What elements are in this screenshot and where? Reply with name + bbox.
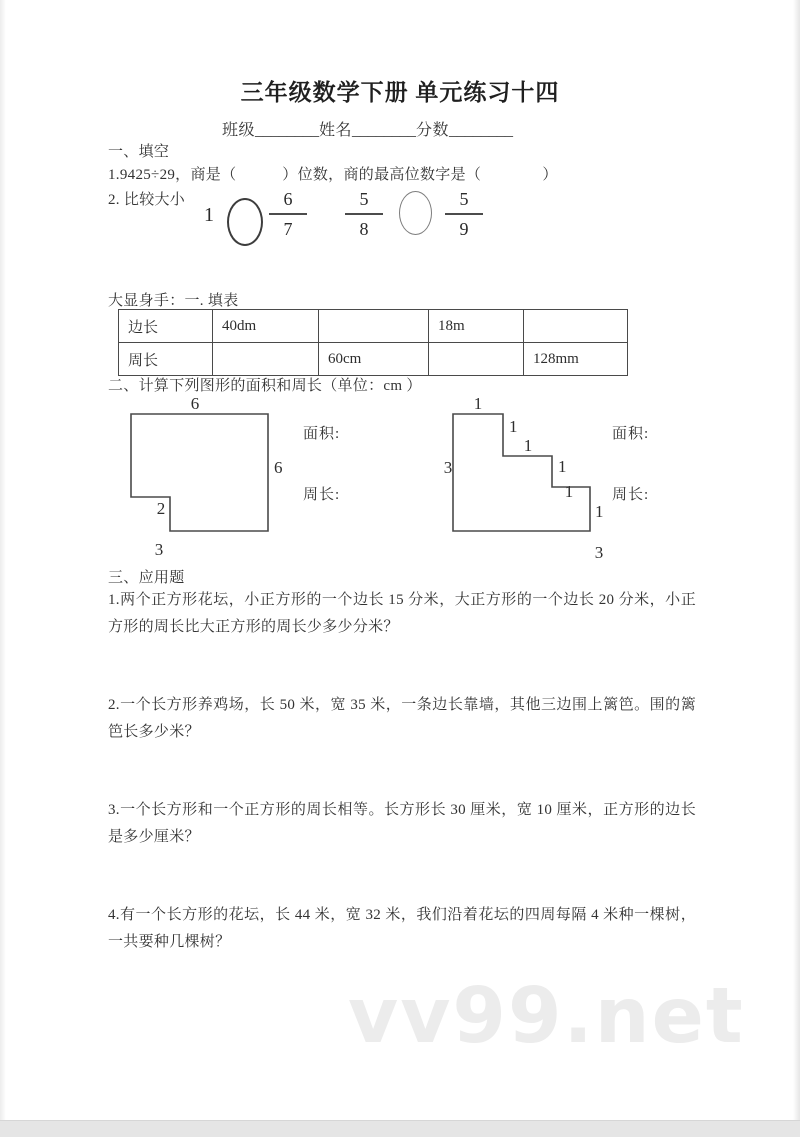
question-2-label: 2. 比较大小: [108, 192, 186, 208]
table-row: [119, 310, 628, 343]
compare1-answer-circle: [227, 198, 263, 246]
l-shape-outline: [131, 414, 268, 531]
table-cell: [524, 310, 628, 343]
dimension-label: 3: [154, 540, 164, 559]
table-cell: 周长: [119, 343, 213, 376]
section2-heading: 二、计算下列图形的面积和周长（单位：cm ）: [108, 378, 422, 394]
student-info-line: [222, 117, 513, 140]
table-cell: 18m: [429, 310, 524, 343]
perimeter-label-left: 周长:: [303, 487, 341, 503]
name-blank: ________: [352, 122, 417, 139]
fill-table-heading: 大显身手：一. 填表: [108, 293, 239, 309]
fill-table: [118, 309, 628, 376]
staircase-figure: [441, 394, 621, 565]
table-row: [119, 343, 628, 376]
table-cell: 60cm: [319, 343, 429, 376]
table-cell: [429, 343, 524, 376]
fraction-5-9: [445, 189, 483, 240]
page-title: 三年级数学下册 单元练习十四: [240, 80, 560, 105]
section3-heading: 三、应用题: [108, 570, 185, 586]
table-cell: 128mm: [524, 343, 628, 376]
dimension-label: 3: [443, 458, 453, 477]
score-label: 分数: [416, 122, 450, 139]
l-shape-figure: [123, 394, 313, 562]
score-blank: ________: [449, 122, 514, 139]
word-problem-3: 3.一个长方形和一个正方形的周长相等。长方形长 30 厘米，宽 10 厘米，正方形的边长是多少厘米？: [108, 802, 696, 845]
fraction-denominator: 7: [283, 219, 293, 239]
word-problem-1: 1.两个正方形花坛，小正方形的一个边长 15 分米，大正方形的一个边长 20 分米，小正方形的周长比大正方形的周长少多少分米？: [108, 592, 696, 635]
perimeter-label-right: 周长:: [612, 487, 650, 503]
table-cell: [213, 343, 319, 376]
dimension-label: 6: [190, 394, 200, 413]
fraction-5-8: [345, 189, 383, 240]
dimension-label: 1: [558, 457, 567, 476]
staircase-outline: [453, 414, 590, 531]
dimension-label: 1: [564, 482, 574, 501]
page-left-edge-shadow: [0, 0, 6, 1121]
fraction-denominator: 8: [359, 219, 369, 239]
dimension-label: 1: [595, 502, 604, 521]
fraction-numerator: 5: [445, 189, 483, 215]
section1-heading: 一、填空: [108, 144, 170, 160]
dimension-label: 2: [156, 499, 166, 518]
dimension-label: 1: [523, 436, 533, 455]
watermark: vv99.net: [348, 972, 745, 1061]
dimension-label: 3: [594, 543, 604, 562]
class-blank: ________: [255, 122, 320, 139]
viewer-bottom-bar: [0, 1120, 800, 1137]
dimension-label: 1: [473, 394, 483, 413]
question-1: 1.9425÷29，商是（ ）位数，商的最高位数字是（ ）: [108, 167, 558, 183]
word-problem-4: 4.有一个长方形的花坛，长 44 米，宽 32 米，我们沿着花坛的四周每隔 4 米种一棵树，一共要种几棵树？: [108, 907, 696, 950]
fraction-numerator: 6: [269, 189, 307, 215]
class-label: 班级: [222, 122, 256, 139]
name-label: 姓名: [319, 122, 353, 139]
table-cell: 边长: [119, 310, 213, 343]
table-cell: 40dm: [213, 310, 319, 343]
fraction-denominator: 9: [459, 219, 469, 239]
area-label-right: 面积:: [612, 426, 650, 442]
dimension-label: 1: [509, 417, 518, 436]
compare1-left-value: 1: [204, 204, 214, 226]
fraction-numerator: 5: [345, 189, 383, 215]
fraction-6-7: [269, 189, 307, 240]
table-cell: [319, 310, 429, 343]
dimension-label: 6: [274, 458, 283, 477]
page-right-edge-shadow: [793, 0, 800, 1121]
compare2-answer-circle: [399, 191, 432, 235]
area-label-left: 面积:: [303, 426, 341, 442]
word-problem-2: 2.一个长方形养鸡场，长 50 米，宽 35 米，一条边长靠墙，其他三边围上篱笆。围的篱笆长多少米？: [108, 697, 696, 740]
